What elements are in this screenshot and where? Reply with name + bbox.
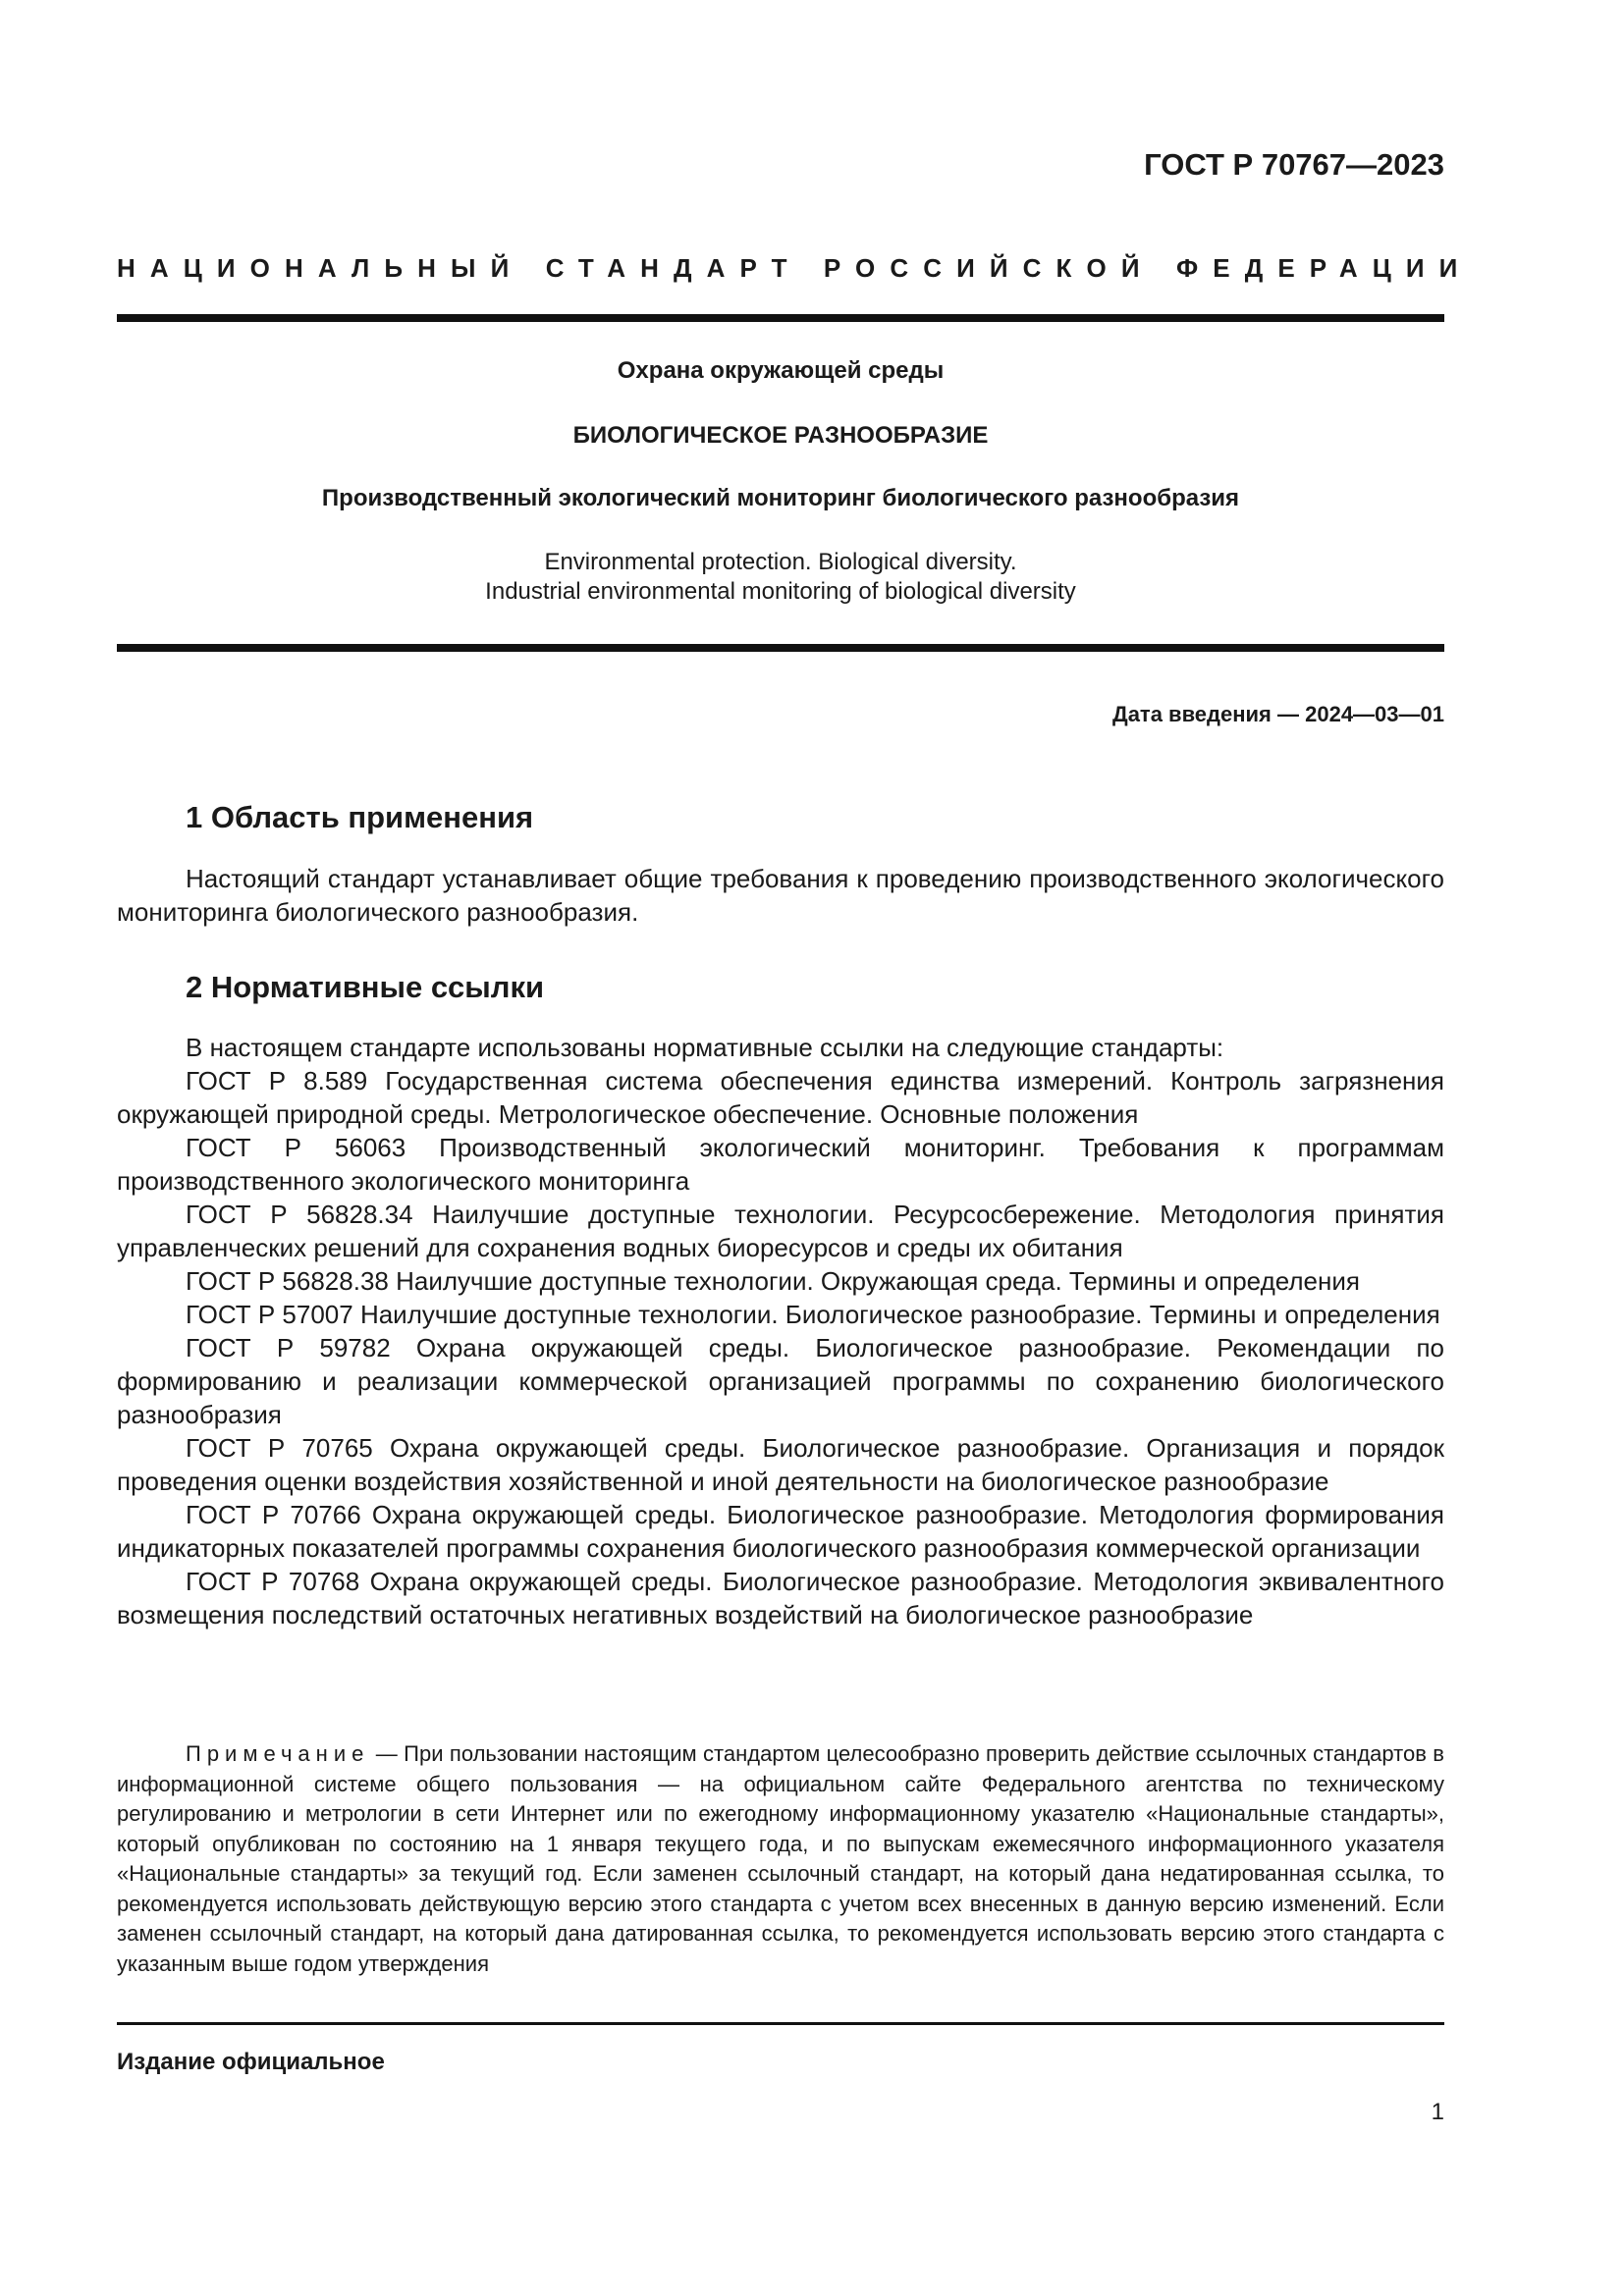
- reference-item: ГОСТ Р 70768 Охрана окружающей среды. Биологическое разнообразие. Методология эквивалентного возмещения последствий остаточных негативных воздействий на биологическое разнообразие: [117, 1567, 1444, 1629]
- section-1-title: 1 Область применения: [186, 800, 534, 834]
- title-divider: [117, 644, 1444, 652]
- note-label: Примечание: [186, 1741, 370, 1766]
- reference-item: ГОСТ Р 70765 Охрана окружающей среды. Биологическое разнообразие. Организация и порядок проведения оценки воздействия хозяйственной и иной деятельности на биологическое разнообразие: [117, 1433, 1444, 1496]
- english-title-line-2: Industrial environmental monitoring of biological diversity: [485, 578, 1076, 605]
- section-2-title: 2 Нормативные ссылки: [186, 970, 545, 1004]
- reference-item: ГОСТ Р 57007 Наилучшие доступные технологии. Биологическое разнообразие. Термины и определения: [186, 1300, 1440, 1329]
- reference-item: ГОСТ Р 56063 Производственный экологический мониторинг. Требования к программам производственного экологического мониторинга: [117, 1133, 1444, 1196]
- references-intro: В настоящем стандарте использованы нормативные ссылки на следующие стандарты:: [186, 1033, 1224, 1062]
- official-edition-label: Издание официальное: [117, 2049, 385, 2075]
- references-list: [117, 1031, 1444, 1631]
- document-code: ГОСТ Р 70767—2023: [1144, 147, 1444, 182]
- footer-divider: [117, 2022, 1444, 2025]
- title-line-2: БИОЛОГИЧЕСКОЕ РАЗНООБРАЗИЕ: [572, 422, 989, 449]
- note-text: — При пользовании настоящим стандартом целесообразно проверить действие ссылочных стандартов в информационной системе общего пользования — на официальном сайте Федерального агентства по техническому регулированию и метрологии в сети Интернет или по ежегодному информационному указателю «Национальные стандарты», который опубликован по состоянию на 1 января текущего года, и по выпускам ежемесячного информационного указателя «Национальные стандарты» за текущий год. Если заменен ссылочный стандарт, на который дана недатированная ссылка, то рекомендуется использовать действующую версию этого стандарта с учетом всех внесенных в данную версию изменений. Если заменен ссылочный стандарт, на который дана датированная ссылка, то рекомендуется использовать версию этого стандарта с указанным выше годом утверждения: [117, 1741, 1444, 1976]
- page-number: 1: [1431, 2099, 1444, 2125]
- english-title-line-1: Environmental protection. Biological diversity.: [544, 549, 1017, 575]
- title-line-1: Охрана окружающей среды: [617, 357, 945, 384]
- note-paragraph: [117, 1739, 1444, 1979]
- reference-item: ГОСТ Р 8.589 Государственная система обеспечения единства измерений. Контроль загрязнения окружающей природной среды. Метрологическое обеспечение. Основные положения: [117, 1066, 1444, 1129]
- title-line-3: Производственный экологический мониторинг биологического разнообразия: [321, 485, 1240, 511]
- reference-item: ГОСТ Р 56828.38 Наилучшие доступные технологии. Окружающая среда. Термины и определения: [186, 1266, 1360, 1296]
- reference-item: ГОСТ Р 56828.34 Наилучшие доступные технологии. Ресурсосбережение. Методология принятия управленческих решений для сохранения водных биоресурсов и среды их обитания: [117, 1200, 1444, 1262]
- national-standard-heading: НАЦИОНАЛЬНЫЙ СТАНДАРТ РОССИЙСКОЙ ФЕДЕРАЦИИ: [117, 253, 1473, 283]
- english-title: [117, 548, 1444, 607]
- scope-paragraph: Настоящий стандарт устанавливает общие требования к проведению производственного экологического мониторинга биологического разнообразия.: [117, 864, 1444, 927]
- reference-item: ГОСТ Р 70766 Охрана окружающей среды. Биологическое разнообразие. Методология формирования индикаторных показателей программы сохранения биологического разнообразия коммерческой организации: [117, 1500, 1444, 1563]
- top-divider: [117, 314, 1444, 322]
- section-1-body: [117, 862, 1444, 929]
- reference-item: ГОСТ Р 59782 Охрана окружающей среды. Биологическое разнообразие. Рекомендации по формированию и реализации коммерческой организацией программы по сохранению биологического разнообразия: [117, 1333, 1444, 1429]
- introduction-date: Дата введения — 2024—03—01: [1112, 702, 1444, 726]
- note-block: [117, 1739, 1444, 1979]
